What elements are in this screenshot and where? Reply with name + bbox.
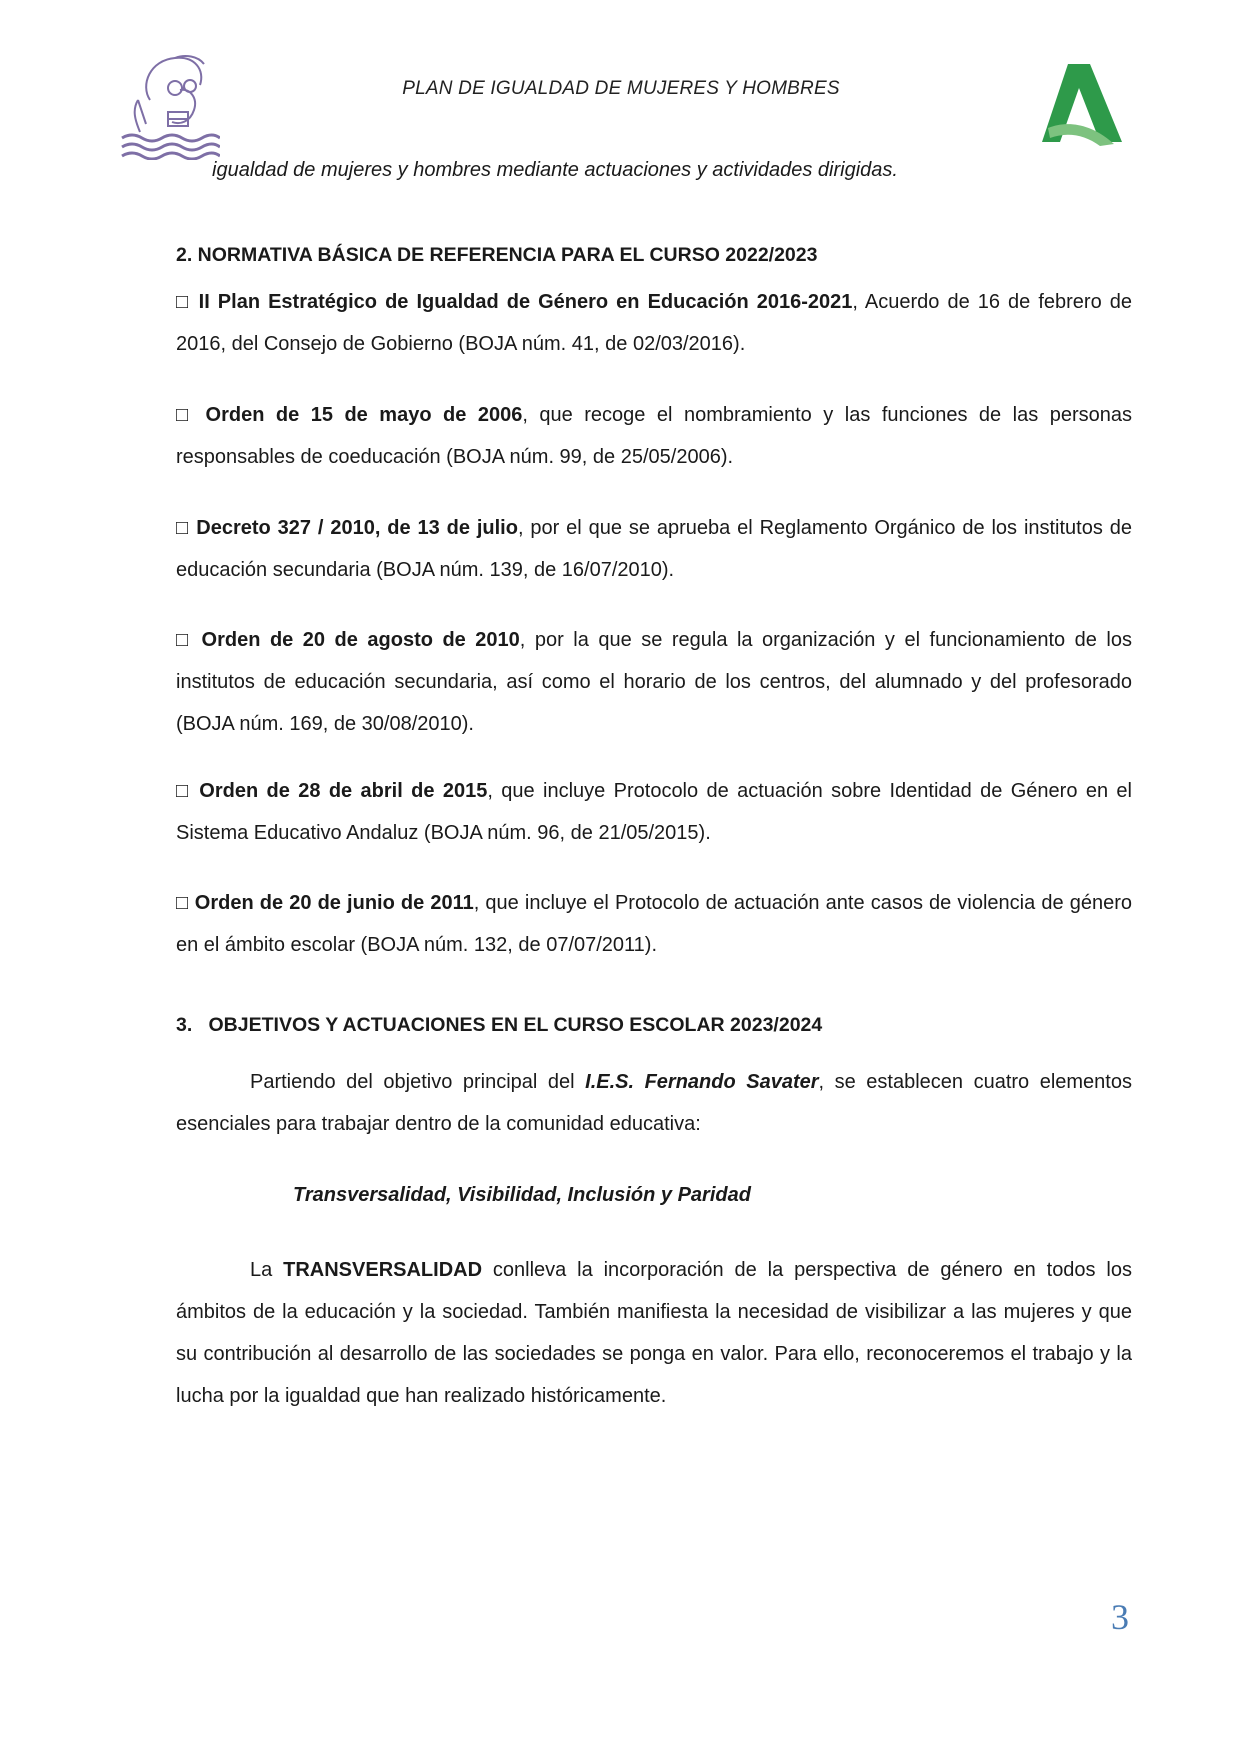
norm-item-6 <box>176 882 1132 966</box>
four-elements: Transversalidad, Visibilidad, Inclusión y Paridad <box>293 1184 751 1206</box>
norm-item-text: , Acuerdo de 16 de febrero de 2016, del Consejo de Gobierno (BOJA núm. 41, de 02/03/2016). <box>176 291 1133 355</box>
section-3-heading: 3. OBJETIVOS Y ACTUACIONES EN EL CURSO ESCOLAR 2023/2024 <box>176 1014 823 1036</box>
intro-text-end: , se establecen cuatro elementos esenciales para trabajar dentro de la comunidad educativa: <box>176 1071 1132 1135</box>
norm-item-title: Orden de 28 de abril de 2015 <box>199 780 488 802</box>
header-title: PLAN DE IGUALDAD DE MUJERES Y HOMBRES <box>402 78 840 99</box>
norm-item-text: , por la que se regula la organización y el funcionamiento de los institutos de educación secundaria, así como el horario de los centros, del alumnado y del profesorado (BOJA núm. 169, de 30/08/2010). <box>176 629 1132 735</box>
norm-item-3 <box>176 507 1132 591</box>
page-number: 3 <box>1111 1597 1129 1637</box>
norm-item-text: , que incluye el Protocolo de actuación ante casos de violencia de género en el ámbito escolar (BOJA núm. 132, de 07/07/2011). <box>176 892 1132 956</box>
norm-item-text: , que recoge el nombramiento y las funciones de las personas responsables de coeducación (BOJA núm. 99, de 25/05/2006). <box>176 404 1132 468</box>
transversalidad-paragraph <box>176 1249 1132 1417</box>
section-3-intro <box>176 1061 1132 1145</box>
section-2-heading: 2. NORMATIVA BÁSICA DE REFERENCIA PARA EL CURSO 2022/2023 <box>176 244 818 266</box>
norm-item-title: II Plan Estratégico de Igualdad de Género en Educación 2016-2021 <box>198 291 853 313</box>
para-text-end: conlleva la incorporación de la perspectiva de género en todos los ámbitos de la educación y la sociedad. También manifiesta la necesidad de visibilizar a las mujeres y que su contribución al desarrollo de las sociedades se ponga en valor. Para ello, reconoceremos el trabajo y la lucha por la igualdad que han realizado históricamente. <box>176 1259 1132 1407</box>
bullet-icon: □ <box>176 780 191 802</box>
norm-item-title: Decreto 327 / 2010, de 13 de julio <box>196 517 518 539</box>
norm-item-5 <box>176 770 1132 854</box>
para-text: La <box>250 1259 284 1281</box>
school-name: I.E.S. Fernando Savater <box>585 1071 819 1093</box>
school-logo-icon <box>120 50 220 160</box>
bullet-icon: □ <box>176 291 191 313</box>
norm-item-2 <box>176 394 1132 478</box>
norm-item-text: , que incluye Protocolo de actuación sobre Identidad de Género en el Sistema Educativo Andaluz (BOJA núm. 96, de 21/05/2015). <box>176 780 1133 844</box>
norm-item-title: Orden de 20 de junio de 2011 <box>194 892 474 914</box>
bullet-icon: □ <box>176 892 189 914</box>
bullet-icon: □ <box>176 404 195 426</box>
bullet-icon: □ <box>176 517 190 539</box>
intro-text: Partiendo del objetivo principal del <box>250 1071 586 1093</box>
norm-item-text: , por el que se aprueba el Reglamento Orgánico de los institutos de educación secundaria (BOJA núm. 139, de 16/07/2010). <box>176 517 1132 581</box>
norm-item-title: Orden de 15 de mayo de 2006 <box>205 404 523 426</box>
norm-item-1 <box>176 281 1132 365</box>
junta-andalucia-logo-icon <box>1038 64 1128 148</box>
continuation-text: igualdad de mujeres y hombres mediante actuaciones y actividades dirigidas. <box>212 159 898 181</box>
bullet-icon: □ <box>176 629 193 651</box>
norm-item-4 <box>176 619 1132 745</box>
norm-item-title: Orden de 20 de agosto de 2010 <box>201 629 520 651</box>
transversalidad-term: TRANSVERSALIDAD <box>283 1259 483 1281</box>
